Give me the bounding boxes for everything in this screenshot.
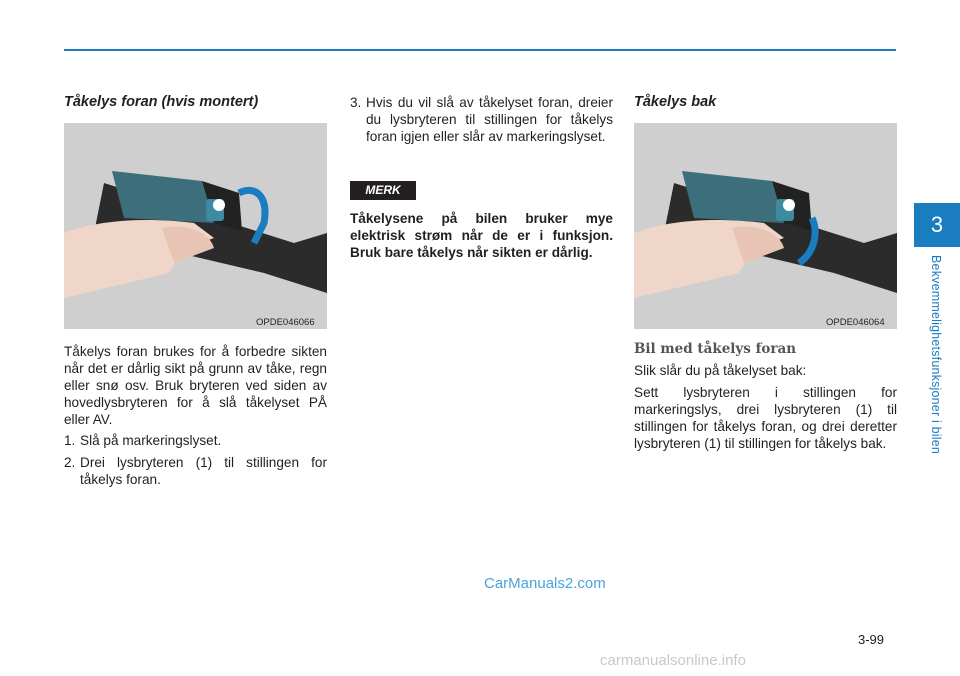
step-3-number: 3. — [350, 95, 362, 110]
rear-fog-switch-photo — [634, 123, 897, 329]
rear-fog-heading: Tåkelys bak — [634, 94, 717, 110]
front-fog-paragraph: Tåkelys foran brukes for å forbedre sikten når det er dårlig sikt på grunn av tåke, regn eller snø osv. Bruk bryteren ved siden av hovedlysbryteren for å slå tåkelyset PÅ eller AV. — [64, 344, 327, 427]
step-3 — [350, 94, 613, 145]
rear-fog-line1: Slik slår du på tåkelyset bak: — [634, 363, 807, 378]
note-label: MERK — [350, 181, 416, 200]
watermark-site: carmanualsonline.info — [600, 652, 746, 669]
step-1-number: 1. — [64, 433, 76, 448]
rear-fog-paragraph: Sett lysbryteren i stillingen for markeringslys, drei lysbryteren (1) til stillingen for tåkelys foran, og drei deretter lysbryteren (1) til stillingen for tåkelys bak. — [634, 385, 897, 451]
front-fog-image-code: OPDE046066 — [256, 317, 315, 328]
chapter-tab: 3 — [914, 203, 960, 247]
front-fog-heading: Tåkelys foran (hvis montert) — [64, 94, 259, 110]
step-2-text: Drei lysbryteren (1) til stillingen for tåkelys foran. — [80, 455, 327, 487]
step-1 — [64, 432, 327, 449]
rear-fog-subheading: Bil med tåkelys foran — [634, 341, 797, 357]
watermark-carmanuals: CarManuals2.com — [484, 575, 606, 592]
chapter-title: Bekvemmelighetsfunksjoner i bilen — [929, 255, 943, 455]
step-2-number: 2. — [64, 455, 76, 470]
step-3-text: Hvis du vil slå av tåkelyset foran, dreier du lysbryteren til stillingen for tåkelys foran igjen eller slår av markeringslyset. — [366, 95, 613, 144]
note-text: Tåkelysene på bilen bruker mye elektrisk strøm når de er i funksjon. Bruk bare tåkelys når sikten er dårlig. — [350, 211, 613, 260]
rear-fog-image-code: OPDE046064 — [826, 317, 885, 328]
step-2 — [64, 454, 327, 488]
front-fog-switch-photo — [64, 123, 327, 329]
header-rule — [64, 49, 896, 51]
page-number: 3-99 — [858, 632, 885, 647]
step-1-text: Slå på markeringslyset. — [80, 433, 222, 448]
